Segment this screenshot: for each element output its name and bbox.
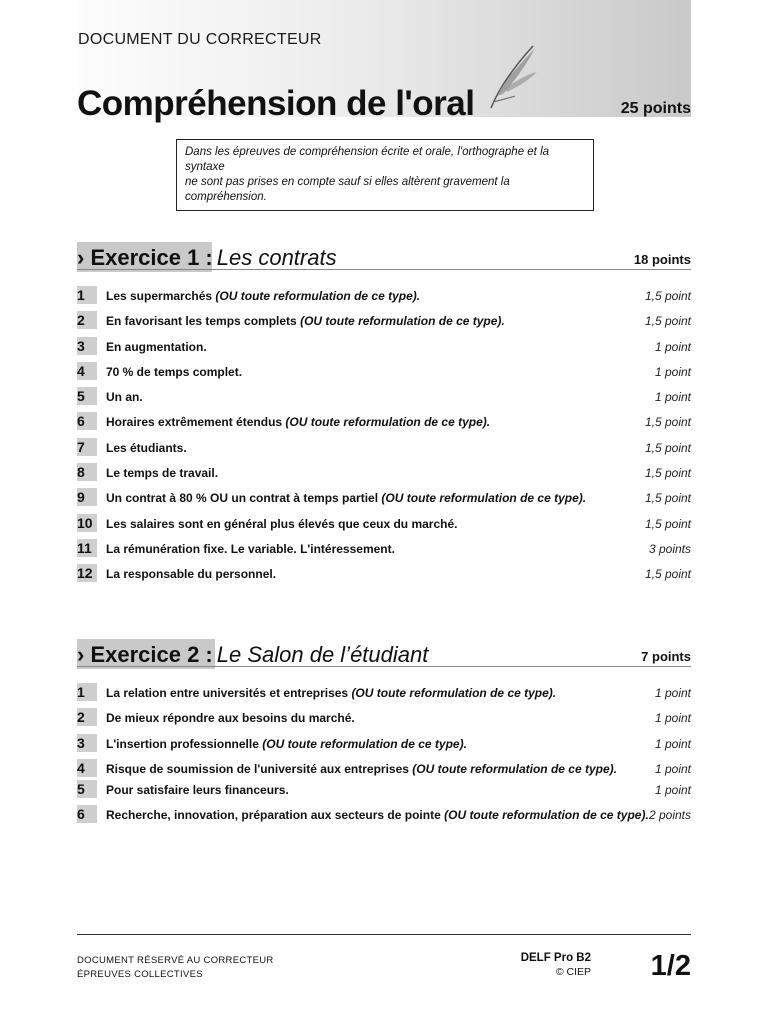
page-number: 1/2 [650,950,691,982]
answer-text: 70 % de temps complet. [106,364,243,379]
total-points: 25 points [620,100,691,117]
exercise-1-header [77,242,691,272]
answer-row [77,734,691,759]
answer-text: Un an. [106,390,143,405]
answer-row [77,539,691,564]
answer-row [77,759,691,780]
answer-row [77,286,691,311]
question-number: 12 [77,564,97,582]
answer-points: 1 point [654,736,691,751]
question-number: 9 [77,488,97,506]
document-kind: DOCUMENT DU CORRECTEUR [78,31,322,48]
exam-name: DELF Pro B2 [520,952,591,964]
exercise-1-points: 18 points [630,252,691,267]
question-number: 4 [77,759,97,777]
question-number: 5 [77,387,97,405]
question-number: 5 [77,780,97,798]
answer-text: La relation entre universités et entreprises (OU toute reformulation de ce type). [106,686,557,700]
footer-left [77,954,274,982]
answer-row [77,337,691,362]
exercise-2-title [77,641,428,669]
answer-row [77,805,691,830]
answer-text: Pour satisfaire leurs financeurs. [106,782,289,797]
exercise-2-number: › Exercice 2 : [77,642,213,667]
answer-text: Recherche, innovation, préparation aux secteurs de pointe (OU toute reformulation de ce type). [106,808,649,823]
answer-text: En augmentation. [106,339,207,354]
instructions-notice [176,139,594,211]
footer-exam-info [521,951,591,979]
question-number: 2 [77,708,97,726]
exercise-2-name: Le Salon de l’étudiant [216,642,429,667]
answer-text: Horaires extrêmement étendus (OU toute reformulation de ce type). [106,415,491,430]
copyright: © CIEP [555,966,591,978]
exercise-1-title [77,244,337,272]
question-number: 2 [77,311,97,329]
question-number: 6 [77,805,97,823]
answer-points: 1 point [654,711,691,726]
answer-row [77,311,691,336]
answer-text: Les supermarchés (OU toute reformulation de ce type). [106,289,421,303]
notice-line: ne sont pas prises en compte sauf si elles altèrent gravement la compréhension. [185,176,510,203]
question-number: 4 [77,362,97,380]
answer-text: De mieux répondre aux besoins du marché. [106,711,355,726]
answer-points: 1,5 point [644,567,691,582]
answer-points: 1 point [654,390,691,405]
question-number: 3 [77,734,97,752]
exercise-2-answers [77,683,691,830]
exercise-2-points: 7 points [637,649,691,664]
answer-text: En favorisant les temps complets (OU toute reformulation de ce type). [106,314,505,329]
feather-illustration [485,42,541,114]
answer-text: Les salaires sont en général plus élevés que ceux du marché. [106,516,458,531]
answer-points: 1,5 point [644,491,691,506]
exercise-1-answers [77,286,691,590]
answer-points: 2 points [648,808,691,823]
answer-points: 1,5 point [644,516,691,531]
question-number: 10 [77,514,97,532]
answer-row [77,514,691,539]
question-number: 8 [77,463,97,481]
footer-reserved: DOCUMENT RÉSERVÉ AU CORRECTEUR [77,955,274,966]
footer-collective: ÉPREUVES COLLECTIVES [77,969,203,980]
answer-points: 1 point [654,364,691,379]
answer-points: 1 point [654,339,691,354]
answer-row [77,362,691,387]
answer-text: La rémunération fixe. Le variable. L'intéressement. [106,541,395,556]
answer-points: 3 points [648,541,691,556]
answer-row [77,488,691,513]
answer-row [77,412,691,437]
answer-points: 1,5 point [644,314,691,329]
answer-row [77,683,691,708]
answer-points: 1 point [654,761,691,776]
question-number: 1 [77,286,97,304]
question-number: 11 [77,539,97,557]
answer-text: Un contrat à 80 % OU un contrat à temps partiel (OU toute reformulation de ce type). [106,491,587,506]
answer-row [77,438,691,463]
answer-text: L'insertion professionnelle (OU toute reformulation de ce type). [106,736,467,751]
notice-line: Dans les épreuves de compréhension écrite et orale, l'orthographe et la syntaxe [185,146,550,173]
exercise-1-name: Les contrats [216,245,337,270]
answer-points: 1,5 point [644,289,691,303]
answer-text: Risque de soumission de l'université aux entreprises (OU toute reformulation de ce type). [106,761,617,776]
answer-text: Le temps de travail. [106,466,219,481]
page-title: Compréhension de l'oral [77,84,475,123]
answer-points: 1,5 point [644,415,691,430]
answer-points: 1 point [654,686,691,700]
question-number: 6 [77,412,97,430]
footer-rule [77,934,691,935]
answer-row [77,780,691,805]
answer-row [77,708,691,733]
answer-row [77,564,691,589]
answer-row [77,463,691,488]
answer-points: 1,5 point [644,466,691,481]
answer-points: 1,5 point [644,440,691,455]
question-number: 1 [77,683,97,701]
answer-text: La responsable du personnel. [106,567,277,582]
exercise-1-number: › Exercice 1 : [77,245,213,270]
question-number: 7 [77,438,97,456]
exercise-2-header [77,639,691,669]
answer-text: Les étudiants. [106,440,187,455]
answer-points: 1 point [654,782,691,797]
question-number: 3 [77,337,97,355]
answer-row [77,387,691,412]
